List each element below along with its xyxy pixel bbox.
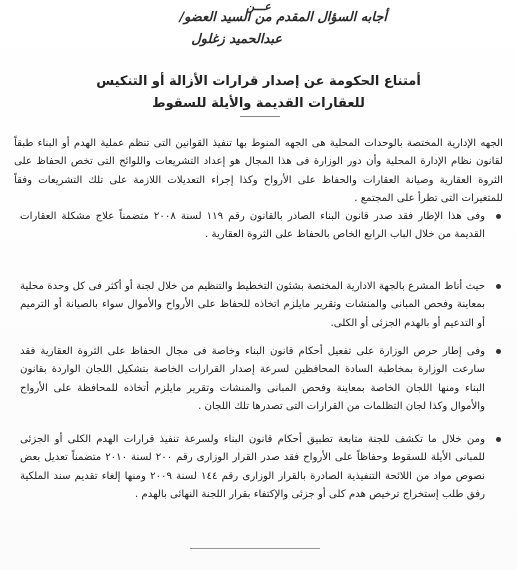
bullet-text: وفى إطار حرص الوزارة على تفعيل أحكام قانون البناء وخاصة فى مجال الحفاظ على الثروة العقارية فقد سارعت الوزارة بمخاطبة السادة المحافظين لسرعة إصدار القرارات الخاصة بتشكيل اللجان الواردة بقانون البناء ومنها اللجان الخاصة بمعاينة وفحص المبانى والمنشات وتقرير مايلزم أتخاذه للمحافظة على الأرواح والأموال وكذا لجان التظلمات من القرارات التى تصدرها تلك اللجان . (20, 346, 485, 413)
bullet-text: حيث أناط المشرع بالجهة الادارية المختصة بشئون التخطيط والتنظيم من خلال لجنة أو أكثر فى كل وحدة محلية بمعاينة وفحص المبانى والمنشات وتقرير مايلزم اتخاذه للحفاظ على الأرواح والأموال سواء بالصيانة أو الترميم أو التدعيم أو بالهدم الجزئى أو الكلى. (20, 281, 485, 329)
reply-heading: أجابه السؤال المقدم من السيد العضو/ (179, 10, 387, 25)
document-title: أمتناع الحكومة عن إصدار قرارات الأزالة أو التنكيس (96, 74, 421, 89)
bullet-dot-icon (496, 284, 501, 289)
bullet-item (20, 431, 503, 505)
member-name: عبدالحميد زغلول (191, 32, 282, 47)
about-label: عـــن (246, 0, 271, 13)
document-subtitle: للعقارات القديمة والأيلة للسقوط (152, 96, 365, 111)
bullet-item (20, 208, 503, 245)
bullet-item (20, 343, 503, 417)
bullet-text: ومن خلال ما تكشف للجنة متابعة تطبيق أحكام قانون البناء ولسرعة تنفيذ قرارات الهدم الكلى أو الجزئى للمبانى الأيلة للسقوط وحفاظاً على الأرواح فقد صدر القرار الوزارى رقم ٢٠٠ لسنة ٢٠١٠ متضمناً تعديل بعض نصوص مواد من اللائحة التنفيذية الصادرة بالقرار الوزارى رقم ١٤٤ لسنة ٢٠٠٩ ومنها إلغاء تقديم سند الملكية رفق طلب إستخراج ترخيص هدم كلى أو جزئى والإكتفاء بقرار اللجنة النهائى بالهدم . (20, 434, 485, 501)
title-divider (240, 116, 280, 117)
bullet-dot-icon (496, 214, 501, 219)
closing-divider (190, 548, 320, 549)
bullet-text: وفى هذا الإطار فقد صدر قانون البناء الصادر بالقانون رقم ١١٩ لسنة ٢٠٠٨ متضمناً علاج مشكلة العقارات القديمة من خلال الباب الرابع الخاص بالحفاظ على الثروة العقارية . (20, 211, 485, 241)
bullet-dot-icon (496, 437, 501, 442)
intro-paragraph: الجهه الإدارية المختصة بالوحدات المحلية هى الجهه المنوط بها تنفيذ القوانين التى تنظم عملية الهدم أو البناء طبقاً لقانون نظام الإدارة المحلية وأن دور الوزارة فى هذا المجال هو إعداد التشريعات واللوائح التى تخص الحفاظ على الثروة العقارية وصيانة العقارات والحفاظ على الأرواح وكذا إجراء التعديلات اللازمة على تلك التشريعات وفقاً للمتغيرات التى تطرأ على المجتمع . (14, 138, 503, 205)
bullet-item (20, 278, 503, 333)
bullet-dot-icon (496, 349, 501, 354)
